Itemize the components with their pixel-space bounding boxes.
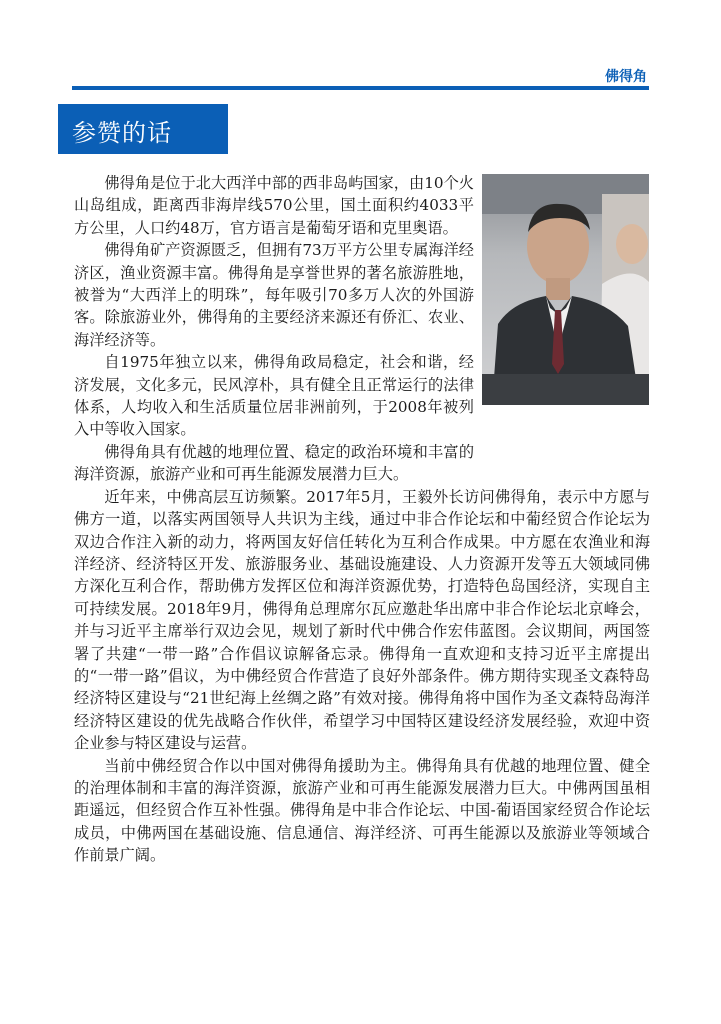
photo-spacer xyxy=(474,172,650,456)
header-divider xyxy=(72,86,649,90)
paragraph: 佛得角矿产资源匮乏，但拥有73万平方公里专属海洋经济区，渔业资源丰富。佛得角是享誉世界的著名旅游胜地，被誉为“大西洋上的明珠”，每年吸引70多万人次的外国游客。除旅游业外，佛得角的主要经济来源还有侨汇、农业、海洋经济等。 xyxy=(74,241,474,349)
paragraph: 当前中佛经贸合作以中国对佛得角援助为主。佛得角具有优越的地理位置、健全的治理体制和丰富的海洋资源，旅游产业和可再生能源发展潜力巨大。中佛两国虽相距遥远，但经贸合作互补性强。佛得角是中非合作论坛、中国-葡语国家经贸合作论坛成员，中佛两国在基础设施、信息通信、海洋经济、可再生能源以及旅游业等领域合作前景广阔。 xyxy=(74,756,650,865)
article-body xyxy=(74,172,650,867)
header-country-label: 佛得角 xyxy=(605,69,647,85)
paragraph: 佛得角是位于北大西洋中部的西非岛屿国家，由10个火山岛组成，距离西非海岸线570公里，国土面积约4033平方公里，人口约48万，官方语言是葡萄牙语和克里奥语。 xyxy=(74,174,474,237)
section-title: 参赞的话 xyxy=(72,119,172,147)
paragraph: 佛得角具有优越的地理位置、稳定的政治环境和丰富的海洋资源，旅游产业和可再生能源发展潜力巨大。 xyxy=(74,442,474,484)
paragraph: 自1975年独立以来，佛得角政局稳定，社会和谐，经济发展，文化多元，民风淳朴，具有健全且正常运行的法律体系，人均收入和生活质量位居非洲前列，于2008年被列入中等收入国家。 xyxy=(74,353,474,439)
paragraph: 近年来，中佛高层互访频繁。2017年5月，王毅外长访问佛得角，表示中方愿与佛方一道，以落实两国领导人共识为主线，通过中非合作论坛和中葡经贸合作论坛为双边合作注入新的动力，将两国友好信任转化为互利合作成果。中方愿在农渔业和海洋经济、经济特区开发、旅游服务业、基础设施建设、人力资源开发等五大领域同佛方深化互利合作，帮助佛方发挥区位和海洋资源优势，打造特色岛国经济，实现自主可持续发展。2018年9月，佛得角总理席尔瓦应邀赴华出席中非合作论坛北京峰会，并与习近平主席举行双边会见，规划了新时代中佛合作宏伟蓝图。会议期间，两国签署了共建“一带一路”合作倡议谅解备忘录。佛得角一直欢迎和支持习近平主席提出的“一带一路”倡议，为中佛经贸合作营造了良好外部条件。佛方期待实现圣文森特岛经济特区建设与“21世纪海上丝绸之路”有效对接。佛得角将中国作为圣文森特岛海洋经济特区建设的优先战略合作伙伴，希望学习中国特区建设经济发展经验，欢迎中资企业参与特区建设与运营。 xyxy=(74,487,650,753)
